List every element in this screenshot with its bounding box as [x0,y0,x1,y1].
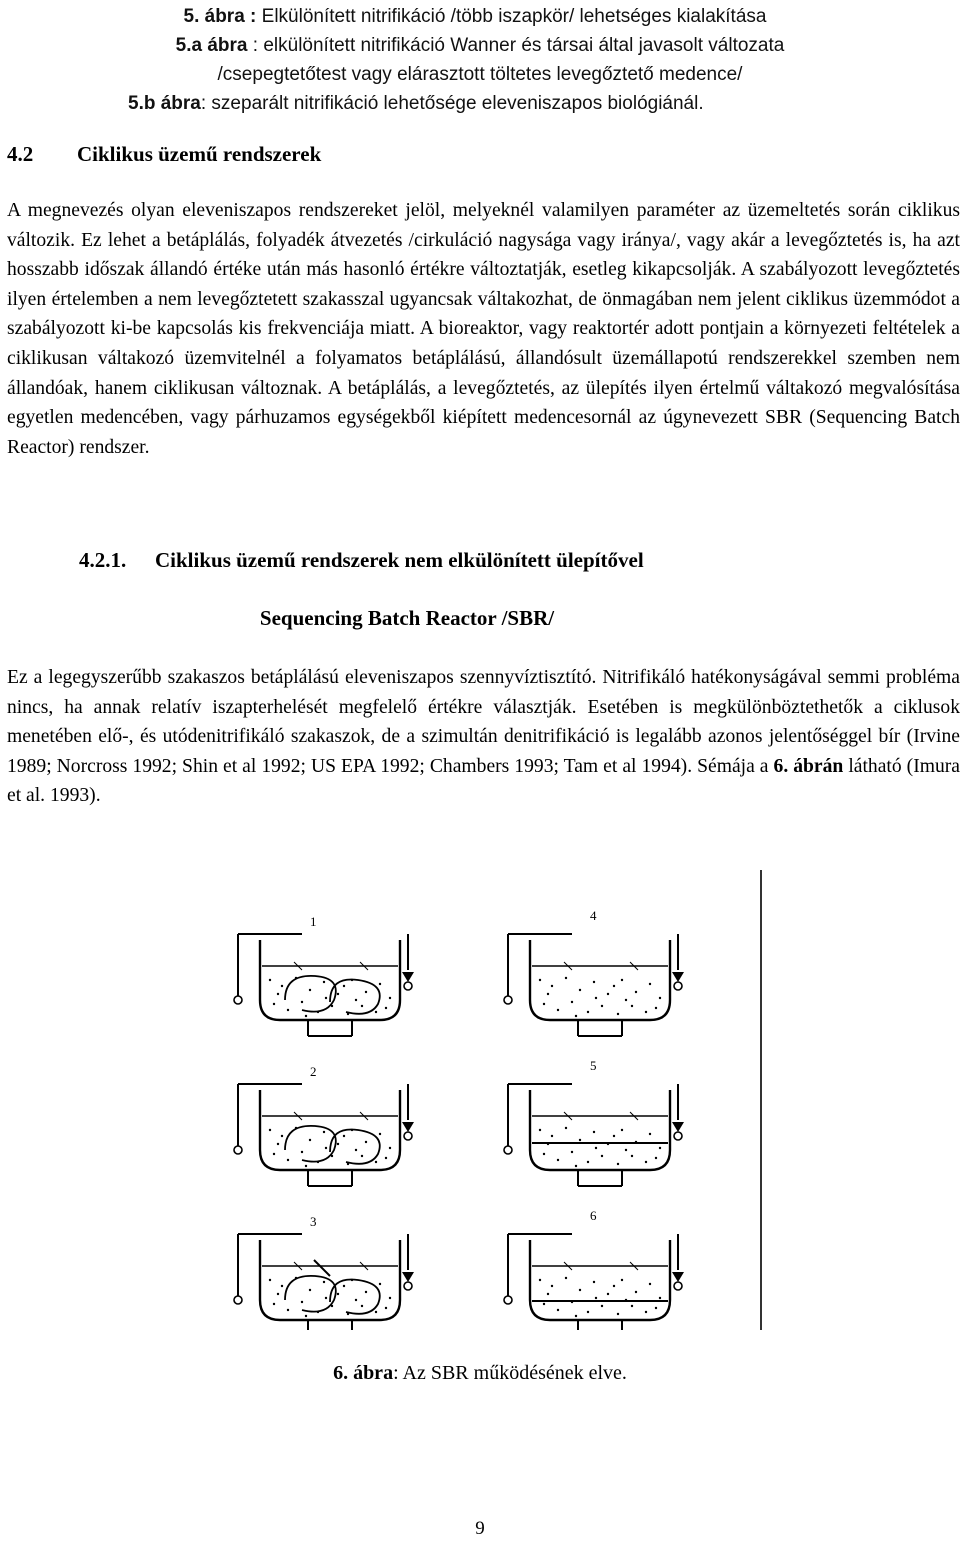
caption-line-5a-cont [0,60,960,89]
section-title: Ciklikus üzemű rendszerek [77,142,322,166]
subsection-title: Ciklikus üzemű rendszerek nem elkülönített ülepítővel [155,548,644,572]
caption-line-5 [0,2,960,31]
panel-number-6: 6 [590,1208,597,1223]
figure-divider [760,870,762,1330]
paragraph-text: látható (Imura et al. 1993). [7,755,960,807]
panel-number-2: 2 [310,1064,317,1079]
caption-label: 5. ábra : [183,6,257,27]
caption-label: 5.b ábra [128,93,201,114]
figure-caption-label: 6. ábra [333,1362,394,1384]
caption-line-5b [0,89,960,118]
figure-reference: 6. ábrán [773,755,844,777]
sbr-panel-3 [234,1234,414,1330]
sbr-panel-2 [234,1084,414,1186]
section-number: 4.2 [7,142,34,166]
caption-text: Elkülönített nitrifikáció /több iszapkör/ lehetséges kialakítása [256,6,767,27]
page-number: 9 [475,1518,485,1539]
figure-caption-text: : Az SBR működésének elve. [393,1362,627,1384]
subsection-number: 4.2.1. [79,548,127,572]
figure-caption [0,1362,960,1385]
sbr-panel-4 [504,934,684,1036]
sbr-panel-6 [504,1234,684,1330]
panel-number-5: 5 [590,1058,597,1073]
sbr-panel-5 [504,1084,684,1186]
caption-line-5a [0,31,960,60]
section-heading [7,142,321,167]
caption-label: 5.a ábra [175,35,248,56]
panel-number-3: 3 [310,1214,317,1229]
paragraph-sbr [7,663,960,811]
sbr-diagram [230,870,750,1330]
sbr-panel-1 [234,934,414,1036]
paragraph-ciklikus: A megnevezés olyan eleveniszapos rendszereket jelöl, melyeknél valamilyen paraméter az üzemeltetés során ciklikus változik. Ez lehet a betáplálás, folyadék átvezetés /cirkuláció nagysága vagy iránya/, vagy akár a levegőztetés is, ha azt hosszabb időszak állandó értéke után más hasonló értékre változtatják, esetleg kikapcsolják. A szabályozott levegőztetés ilyen értelemben a nem levegőztetett szakasszal ugyancsak váltakozhat, de önmagában nem jelent ciklikus üzemmódot a szabályozott ki-be kapcsolás kis frekvenciája miatt. A bioreaktor, vagy reaktortér adott pontjain a környezeti feltételek a ciklikusan váltakozó üzemvitelnél a folyamatos betáplálású, állandósult üzemállapotú rendszerekkel szemben nem állandóak, hanem ciklikusan változnak. A betáplálás, a levegőztetés, az ülepítés ilyen értelmű váltakozó megvalósítása egyetlen medencében, vagy párhuzamos egységekből kiépített medencesornál az úgynevezett SBR (Sequencing Batch Reactor) rendszer. [7,200,960,458]
caption-text: : szeparált nitrifikáció lehetősége eleveniszapos biológiánál. [200,93,704,114]
caption-text: /csepegtetőtest vagy elárasztott töltetes levegőztető medence/ [217,64,743,85]
sbr-heading: Sequencing Batch Reactor /SBR/ [259,606,555,630]
figure-caption-list [0,2,960,118]
panel-number-1: 1 [310,914,317,929]
paragraph-text: Ez a legegyszerűbb szakaszos betáplálású eleveniszapos szennyvíztisztító. Nitrifikáló hatékonyságával semmi probléma nincs, ha annak relatív iszapterhelését megfelelő értékre választják. Esetében is megkülönböztethetők a ciklusok menetében elő-, és utódenitrifikáló szakaszok, de a szimultán denitrifikáció is legalább azonos jelentőséggel bír (Irvine 1989; Norcross 1992; Shin et al 1992; US EPA 1992; Chambers 1993; Tam et al 1994). Sémája a [7,667,960,777]
caption-text: : elkülönített nitrifikáció Wanner és társai által javasolt változata [247,35,785,56]
panel-number-4: 4 [590,908,597,923]
subsection-heading [79,548,644,573]
